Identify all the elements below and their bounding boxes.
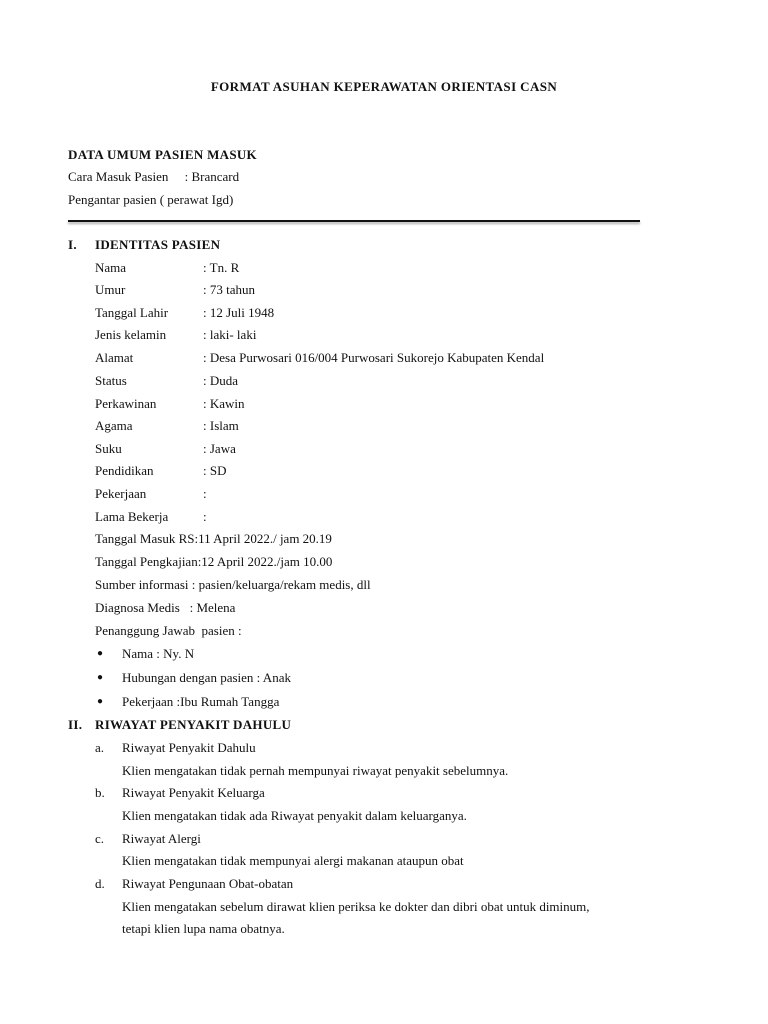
field-value: : 73 tahun [203,282,255,297]
field-jenis-kelamin [95,327,256,343]
item-letter: a. [95,740,105,755]
field-value: : Desa Purwosari 016/004 Purwosari Sukorejo Kabupaten Kendal [203,350,545,365]
field-value: : Tn. R [203,260,240,275]
item-title: Riwayat Penyakit Keluarga [122,785,265,800]
field-status [95,373,238,389]
field-umur [95,282,255,298]
item-letter: b. [95,785,105,800]
field-nama [95,260,239,276]
field-value: : Jawa [203,441,236,456]
field-label: Status [95,373,127,388]
field-suku [95,441,236,457]
field-label: Pendidikan [95,463,154,478]
document-title: FORMAT ASUHAN KEPERAWATAN ORIENTASI CASN [210,79,558,94]
field-label: Jenis kelamin [95,327,167,342]
item-title: Riwayat Alergi [122,831,201,846]
admission-date-line: Tanggal Masuk RS:11 April 2022./ jam 20.19 [95,531,332,546]
escort-line: Pengantar pasien ( perawat Igd) [68,192,234,207]
assessment-date-line: Tanggal Pengkajian:12 April 2022./jam 10.00 [95,554,333,569]
section-1-heading: IDENTITAS PASIEN [95,237,221,252]
section-2-heading: RIWAYAT PENYAKIT DAHULU [95,717,292,732]
item-text: Klien mengatakan tidak ada Riwayat penyakit dalam keluarganya. [122,808,467,823]
general-heading: DATA UMUM PASIEN MASUK [68,147,257,162]
field-label: Perkawinan [95,396,157,411]
field-tanggal-lahir [95,305,274,321]
field-label: Tanggal Lahir [95,305,169,320]
item-letter: c. [95,831,105,846]
field-label: Pekerjaan [95,486,147,501]
guardian-name: Nama : Ny. N [122,646,195,661]
field-value: : [203,486,207,501]
diagnosis-line: Diagnosa Medis : Melena [95,600,236,615]
field-value: : Islam [203,418,239,433]
section-1-number: I. [68,237,77,252]
info-source-line: Sumber informasi : pasien/keluarga/rekam medis, dll [95,577,371,592]
field-label: Alamat [95,350,134,365]
field-value: : Kawin [203,396,245,411]
item-text: tetapi klien lupa nama obatnya. [122,921,285,936]
item-letter: d. [95,876,105,891]
item-text: Klien mengatakan tidak mempunyai alergi makanan ataupun obat [122,853,464,868]
section-2-number: II. [68,717,83,732]
divider-line [68,220,640,222]
arrival-method-line: Cara Masuk Pasien : Brancard [68,169,240,184]
guardian-occupation: Pekerjaan :Ibu Rumah Tangga [122,694,280,709]
field-label: Agama [95,418,133,433]
field-perkawinan [95,396,245,412]
bullet-icon: ● [97,672,104,683]
field-label: Nama [95,260,127,275]
field-pendidikan [95,463,226,479]
guardian-relation: Hubungan dengan pasien : Anak [122,670,291,685]
field-value: : Duda [203,373,239,388]
field-value: : [203,509,207,524]
item-text: Klien mengatakan sebelum dirawat klien periksa ke dokter dan dibri obat untuk diminum, [122,899,590,914]
field-pekerjaan [95,486,207,502]
field-value: : 12 Juli 1948 [203,305,275,320]
bullet-icon: ● [97,648,104,659]
field-lama-bekerja [95,509,207,525]
field-agama [95,418,239,434]
field-label: Suku [95,441,122,456]
field-label: Umur [95,282,126,297]
bullet-icon: ● [97,696,104,707]
field-alamat [95,350,544,366]
field-value: : SD [203,463,227,478]
item-title: Riwayat Pengunaan Obat-obatan [122,876,294,891]
item-text: Klien mengatakan tidak pernah mempunyai riwayat penyakit sebelumnya. [122,763,509,778]
item-title: Riwayat Penyakit Dahulu [122,740,256,755]
field-value: : laki- laki [203,327,257,342]
guardian-line: Penanggung Jawab pasien : [95,623,242,638]
field-label: Lama Bekerja [95,509,169,524]
